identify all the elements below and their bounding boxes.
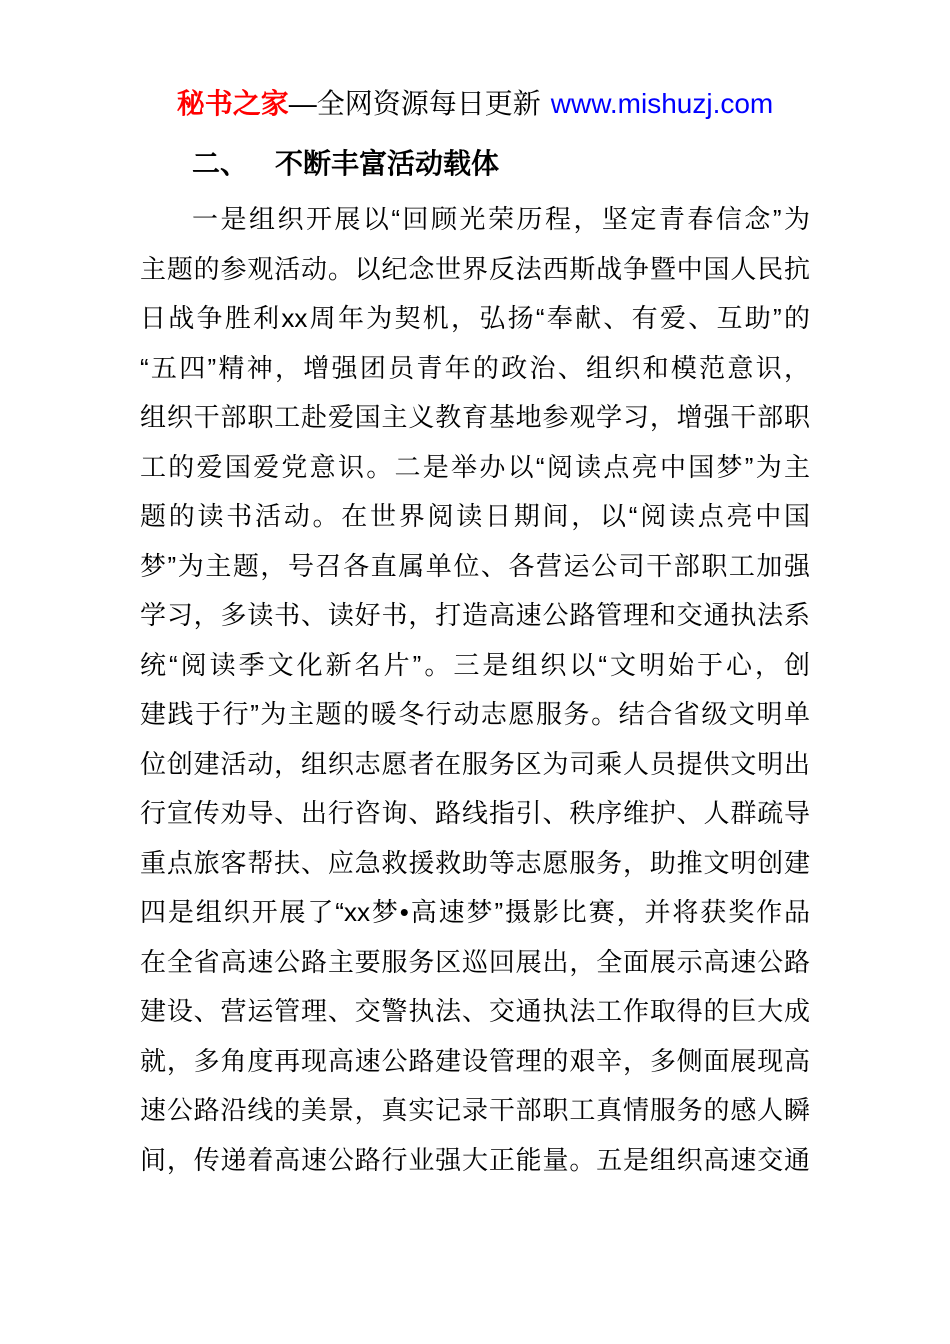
site-header — [0, 0, 950, 124]
site-url-link[interactable]: www.mishuzj.com — [550, 88, 774, 119]
text-line: 行宣传劝导、出行咨询、路线指引、秩序维护、人群疏导 — [140, 798, 810, 828]
text-line: 梦”为主题，号召各直属单位、各营运公司干部职工加强 — [140, 550, 810, 581]
section-heading — [140, 142, 810, 186]
paragraph — [140, 195, 810, 1185]
text-line: 间，传递着高速公路行业强大正能量。五是组织高速交通 — [140, 1144, 810, 1175]
text-line: 速公路沿线的美景，真实记录干部职工真情服务的感人瞬 — [140, 1095, 810, 1125]
section-title: 不断丰富活动载体 — [275, 148, 500, 179]
text-line: 位创建活动，组织志愿者在服务区为司乘人员提供文明出 — [140, 748, 810, 779]
text-line: 统“阅读季文化新名片”。三是组织以“文明始于心，创 — [140, 649, 810, 680]
text-line: 建践于行”为主题的暖冬行动志愿服务。结合省级文明单 — [140, 699, 810, 729]
text-line: 建设、营运管理、交警执法、交通执法工作取得的巨大成 — [140, 996, 810, 1026]
text-line: 重点旅客帮扶、应急救援救助等志愿服务，助推文明创建 — [140, 847, 810, 878]
text-line: 工的爱国爱党意识。二是举办以“阅读点亮中国梦”为主 — [140, 451, 810, 482]
site-brand: 秘书之家 — [176, 88, 289, 119]
text-line: 学习，多读书、读好书，打造高速公路管理和交通执法系 — [140, 600, 810, 630]
site-tagline: —全网资源每日更新 — [288, 88, 541, 119]
text-line: 四是组织开展了“xx梦•高速梦”摄影比赛，并将获奖作品 — [140, 897, 810, 927]
text-line: 日战争胜利xx周年为契机，弘扬“奉献、有爱、互助”的 — [140, 303, 810, 333]
text-line: 就，多角度再现高速公路建设管理的艰辛，多侧面展现高 — [140, 1045, 810, 1076]
section-number: 二、 — [192, 148, 249, 179]
text-line: 一是组织开展以“回顾光荣历程，坚定青春信念”为 — [192, 204, 810, 234]
text-line: 主题的参观活动。以纪念世界反法西斯战争暨中国人民抗 — [140, 253, 810, 284]
text-line: “五四”精神，增强团员青年的政治、组织和模范意识， — [140, 352, 810, 383]
text-line: 在全省高速公路主要服务区巡回展出，全面展示高速公路 — [140, 946, 810, 977]
text-line: 组织干部职工赴爱国主义教育基地参观学习，增强干部职 — [140, 402, 810, 432]
text-line: 题的读书活动。在世界阅读日期间，以“阅读点亮中国 — [140, 501, 810, 531]
